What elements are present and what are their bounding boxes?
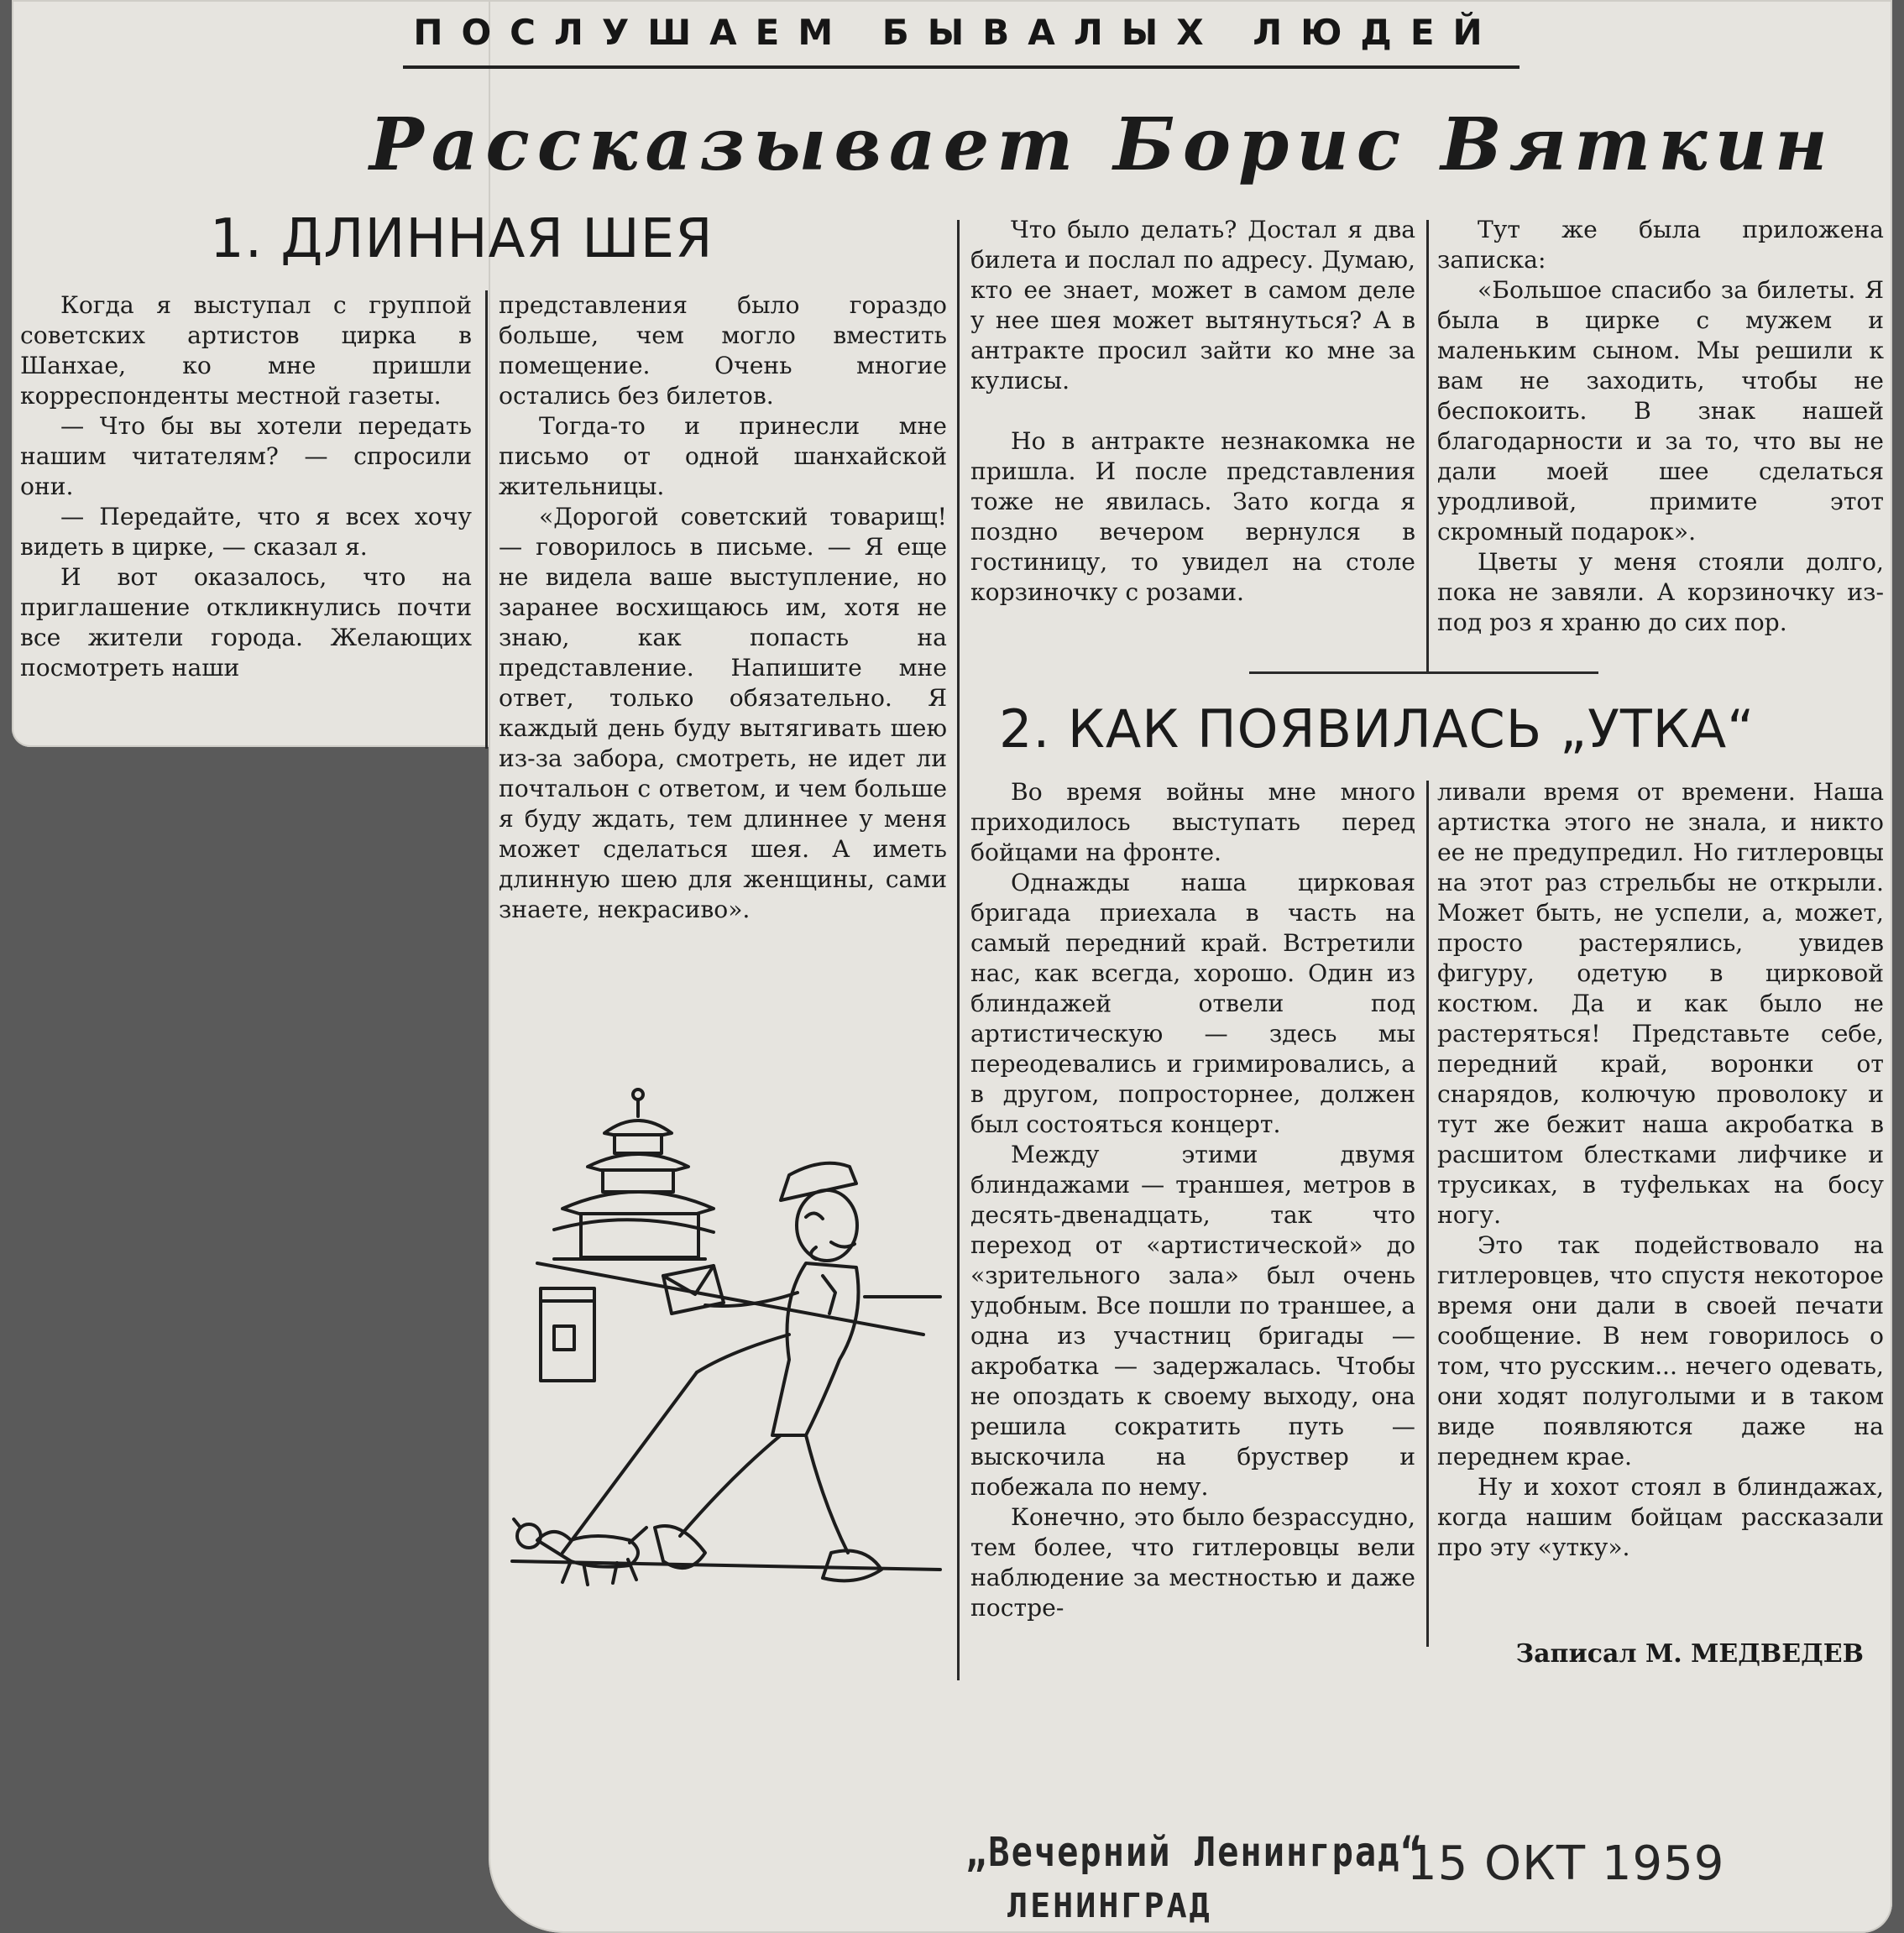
column-divider bbox=[957, 220, 960, 1680]
paragraph: Тут же была приложена записка: bbox=[1437, 216, 1884, 274]
rubric-kicker: ПОСЛУШАЕМ БЫВАЛЫХ ЛЮДЕЙ bbox=[413, 12, 1501, 53]
rubric-rule bbox=[403, 65, 1520, 69]
section-2-heading: 2. КАК ПОЯВИЛАСЬ „УТКА“ bbox=[999, 698, 1755, 760]
date-stamp: 15 ОКТ 1959 bbox=[1407, 1836, 1725, 1891]
paragraph: Тогда-то и принесли мне письмо от одной шанхайской жительницы. bbox=[499, 412, 947, 500]
section-2-column-2 bbox=[1437, 777, 1884, 1563]
section-1-column-1 bbox=[20, 290, 472, 683]
paragraph: Но в антракте незнакомка не пришла. И после представления тоже не явилась. Зато когда я поздно вечером вернулся в гостиницу, то увидел на столе корзиночку с розами. bbox=[970, 427, 1415, 606]
paragraph: И вот оказалось, что на приглашение откликнулись почти все жители города. Желающих посмотреть наши bbox=[20, 563, 472, 682]
paragraph: Когда я выступал с группой советских артистов цирка в Шанхае, ко мне пришли корреспонденты местной газеты. bbox=[20, 291, 472, 410]
paragraph: ливали время от времени. Наша артистка этого не знала, и никто ее не предупредил. Но гитлеровцы на этот раз стрельбы не открыли. Может быть, не успели, а, может, просто растерялись, увидев фигуру, одетую в цирковой костюм. Да и как было не растеряться! Представьте себе, передний край, воронки от снарядов, колючую проволоку и тут же бежит наша акробатка в расшитом блестками лифчике и трусиках, в туфельках на босу ногу. bbox=[1437, 778, 1884, 1229]
paragraph: — Что бы вы хотели передать нашим читателям? — спросили они. bbox=[20, 412, 472, 500]
column-divider bbox=[1426, 781, 1429, 1647]
article-title: Рассказывает Борис Вяткин bbox=[369, 102, 1835, 187]
signature: Записал М. МЕДВЕДЕВ bbox=[1515, 1639, 1864, 1669]
paragraph: Конечно, это было безрассудно, тем более, что гитлеровцы вели наблюдение за местностью и даже постре- bbox=[970, 1503, 1415, 1622]
section-1-column-2 bbox=[499, 290, 947, 925]
cartoon-man-with-letter-dog-pagoda-icon bbox=[504, 1083, 957, 1637]
newspaper-stamp: „Вечерний Ленинград“ bbox=[965, 1828, 1424, 1876]
section-1-column-4 bbox=[1437, 215, 1884, 638]
column-divider bbox=[485, 290, 488, 749]
paragraph: Цветы у меня стояли долго, пока не завяли. А корзиночку из-под роз я храню до сих пор. bbox=[1437, 548, 1884, 636]
paragraph: Однажды наша цирковая бригада приехала в часть на самый передний край. Встретили нас, как всегда, хорошо. Один из блиндажей отвели под артистическую — здесь мы переодевались и гримировались, а в другом, попросторнее, должен был состояться концерт. bbox=[970, 869, 1415, 1138]
section-1-heading: 1. ДЛИННАЯ ШЕЯ bbox=[210, 208, 714, 270]
column-divider bbox=[1426, 220, 1429, 671]
paragraph: Ну и хохот стоял в блиндажах, когда нашим бойцам рассказали про эту «утку». bbox=[1437, 1473, 1884, 1561]
paragraph: Это так подействовало на гитлеровцев, что спустя некоторое время они дали в своей печати сообщение. В нем говорилось о том, что русским... нечего одевать, они ходят полуголыми и в таком виде появляются даже на переднем крае. bbox=[1437, 1231, 1884, 1471]
paragraph: Во время войны мне много приходилось выступать перед бойцами на фронте. bbox=[970, 778, 1415, 866]
city-stamp: ЛЕНИНГРАД bbox=[1007, 1887, 1212, 1925]
section-1-column-3 bbox=[970, 215, 1415, 608]
paragraph: «Дорогой советский товарищ! — говорилось в письме. — Я еще не видела ваше выступление, но заранее восхищаюсь им, хотя не знаю, как попасть на представление. Напишите мне ответ, только обязательно. Я каждый день буду вытягивать шею из-за забора, смотреть, не идет ли почтальон с ответом, и чем больше я буду ждать, тем длиннее у меня может сделаться шея. А иметь длинную шею для женщины, сами знаете, некрасиво». bbox=[499, 503, 947, 923]
paragraph: представления было гораздо больше, чем могло вместить помещение. Очень многие остались без билетов. bbox=[499, 291, 947, 410]
section-separator bbox=[1249, 671, 1598, 674]
paragraph: «Большое спасибо за билеты. Я была в цирке с мужем и маленьким сыном. Мы решили к вам не заходить, чтобы не беспокоить. В знак нашей благодарности и за то, что вы не дали моей шее сделаться уродливой, примите этот скромный подарок». bbox=[1437, 276, 1884, 546]
paragraph: — Передайте, что я всех хочу видеть в цирке, — сказал я. bbox=[20, 503, 472, 561]
paragraph: Между этими двумя блиндажами — траншея, метров в десять-двенадцать, так что переход от «артистической» до «зрительного зала» был очень удобным. Все пошли по траншее, а одна из участниц бригады — акробатка — задержалась. Чтобы не опоздать к своему выходу, она решила сократить путь — выскочила на бруствер и побежала по нему. bbox=[970, 1141, 1415, 1501]
paragraph: Что было делать? Достал я два билета и послал по адресу. Думаю, кто ее знает, может в самом деле у нее шея может вытянуться? А в антракте просил зайти ко мне за кулисы. bbox=[970, 216, 1415, 394]
section-2-column-1 bbox=[970, 777, 1415, 1623]
